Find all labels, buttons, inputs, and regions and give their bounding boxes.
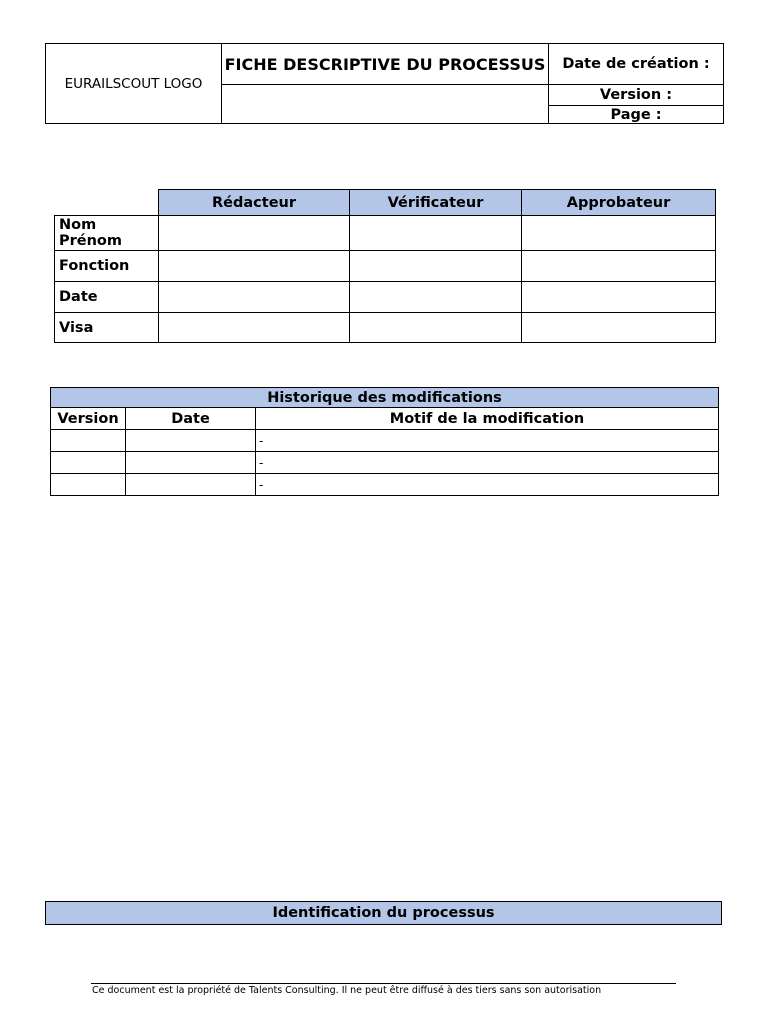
- cell-redacteur-date[interactable]: [159, 282, 350, 313]
- history-version-cell[interactable]: [51, 474, 126, 496]
- history-column-motif: Motif de la modification: [256, 408, 719, 430]
- table-row: [55, 282, 716, 313]
- cell-verificateur-nom[interactable]: [350, 216, 522, 251]
- creation-date-label: Date de création :: [549, 44, 724, 85]
- title-blank-cell: [222, 85, 549, 124]
- cell-redacteur-fonction[interactable]: [159, 251, 350, 282]
- footer-divider: [91, 983, 676, 984]
- column-header-approbateur: Approbateur: [522, 190, 716, 216]
- cell-verificateur-visa[interactable]: [350, 313, 522, 343]
- document-header: [45, 43, 724, 124]
- table-row: [55, 313, 716, 343]
- cell-approbateur-date[interactable]: [522, 282, 716, 313]
- history-date-cell[interactable]: [126, 452, 256, 474]
- page-label: Page :: [549, 106, 724, 124]
- row-label-visa: Visa: [55, 313, 159, 343]
- approval-table: [54, 189, 716, 343]
- approval-corner: [55, 190, 159, 216]
- history-motif-cell[interactable]: -: [256, 430, 719, 452]
- document-title: FICHE DESCRIPTIVE DU PROCESSUS: [222, 44, 549, 85]
- table-row: [51, 452, 719, 474]
- row-label-date: Date: [55, 282, 159, 313]
- history-column-date: Date: [126, 408, 256, 430]
- column-header-verificateur: Vérificateur: [350, 190, 522, 216]
- history-version-cell[interactable]: [51, 452, 126, 474]
- history-table: [50, 387, 719, 496]
- history-motif-cell[interactable]: -: [256, 452, 719, 474]
- row-label-nom-prenom: Nom Prénom: [55, 216, 159, 251]
- cell-approbateur-fonction[interactable]: [522, 251, 716, 282]
- cell-verificateur-fonction[interactable]: [350, 251, 522, 282]
- cell-redacteur-nom[interactable]: [159, 216, 350, 251]
- identification-section-header: Identification du processus: [45, 901, 722, 925]
- history-date-cell[interactable]: [126, 430, 256, 452]
- table-row: [55, 251, 716, 282]
- cell-redacteur-visa[interactable]: [159, 313, 350, 343]
- table-row: [51, 474, 719, 496]
- history-motif-cell[interactable]: -: [256, 474, 719, 496]
- row-label-fonction: Fonction: [55, 251, 159, 282]
- footer-notice: Ce document est la propriété de Talents Consulting. Il ne peut être diffusé à des tiers sans son autorisation: [92, 985, 602, 996]
- company-logo: EURAILSCOUT LOGO: [46, 44, 222, 124]
- table-row: [51, 430, 719, 452]
- version-label: Version :: [549, 85, 724, 106]
- history-column-version: Version: [51, 408, 126, 430]
- history-title: Historique des modifications: [51, 388, 719, 408]
- column-header-redacteur: Rédacteur: [159, 190, 350, 216]
- cell-approbateur-visa[interactable]: [522, 313, 716, 343]
- table-row: [55, 216, 716, 251]
- history-date-cell[interactable]: [126, 474, 256, 496]
- history-version-cell[interactable]: [51, 430, 126, 452]
- cell-approbateur-nom[interactable]: [522, 216, 716, 251]
- cell-verificateur-date[interactable]: [350, 282, 522, 313]
